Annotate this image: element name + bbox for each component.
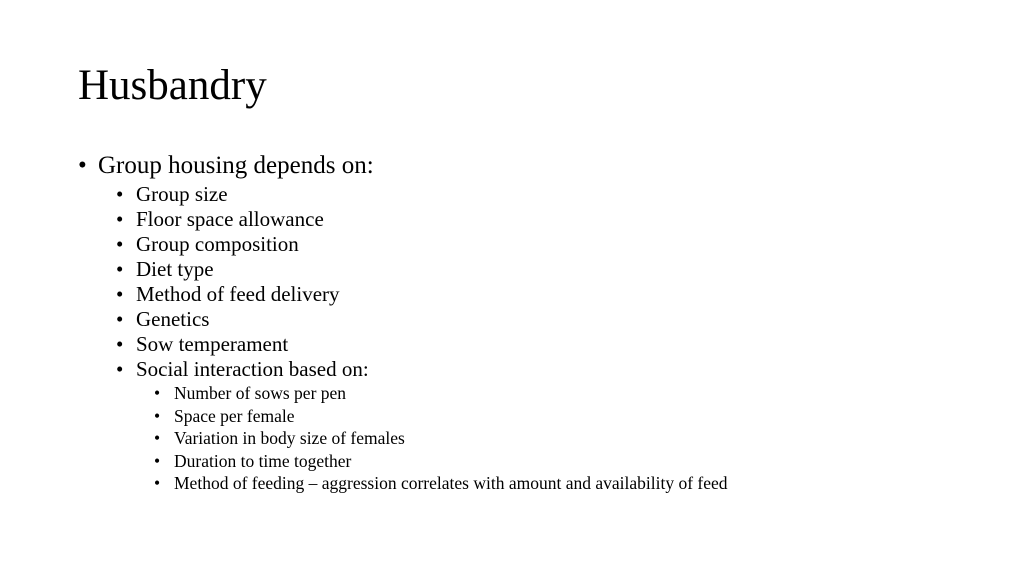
bullet-level2 xyxy=(116,357,984,382)
bullet-text: Group composition xyxy=(136,232,299,256)
bullet-icon: • xyxy=(116,357,124,381)
bullet-level2 xyxy=(116,332,984,357)
bullet-text: Floor space allowance xyxy=(136,207,324,231)
bullet-text: Duration to time together xyxy=(174,450,352,471)
bullet-text: Group size xyxy=(136,182,228,206)
bullet-level3 xyxy=(154,427,984,450)
slide-body xyxy=(78,150,984,495)
bullet-text: Diet type xyxy=(136,257,214,281)
bullet-text: Method of feed delivery xyxy=(136,282,340,306)
bullet-text: Social interaction based on: xyxy=(136,357,369,381)
bullet-icon: • xyxy=(78,152,87,179)
bullet-text: Genetics xyxy=(136,307,210,331)
bullet-icon: • xyxy=(154,405,161,426)
bullet-level3 xyxy=(154,382,984,405)
bullet-level2 xyxy=(116,307,984,332)
bullet-icon: • xyxy=(116,232,124,256)
bullet-text: Group housing depends on: xyxy=(98,152,374,179)
bullet-level1 xyxy=(78,150,984,182)
bullet-icon: • xyxy=(116,332,124,356)
slide-title: Husbandry xyxy=(78,62,267,109)
bullet-text: Number of sows per pen xyxy=(174,383,347,403)
bullet-icon: • xyxy=(116,307,124,331)
bullet-text: Sow temperament xyxy=(136,332,289,356)
bullet-icon: • xyxy=(116,182,124,206)
bullet-level2 xyxy=(116,232,984,257)
bullet-icon: • xyxy=(154,473,161,493)
bullet-icon: • xyxy=(154,383,161,403)
bullet-icon: • xyxy=(154,428,161,448)
bullet-text: Space per female xyxy=(174,405,295,426)
bullet-level2 xyxy=(116,282,984,307)
bullet-level2 xyxy=(116,207,984,232)
bullet-icon: • xyxy=(154,450,161,471)
bullet-text: Method of feeding – aggression correlates with amount and availability of feed xyxy=(174,473,728,493)
bullet-level3 xyxy=(154,450,984,473)
bullet-level2 xyxy=(116,182,984,207)
bullet-icon: • xyxy=(116,207,124,231)
bullet-level3 xyxy=(154,472,984,495)
bullet-icon: • xyxy=(116,257,124,281)
bullet-icon: • xyxy=(116,282,124,306)
bullet-text: Variation in body size of females xyxy=(174,428,405,448)
bullet-level2 xyxy=(116,257,984,282)
bullet-level3 xyxy=(154,405,984,428)
